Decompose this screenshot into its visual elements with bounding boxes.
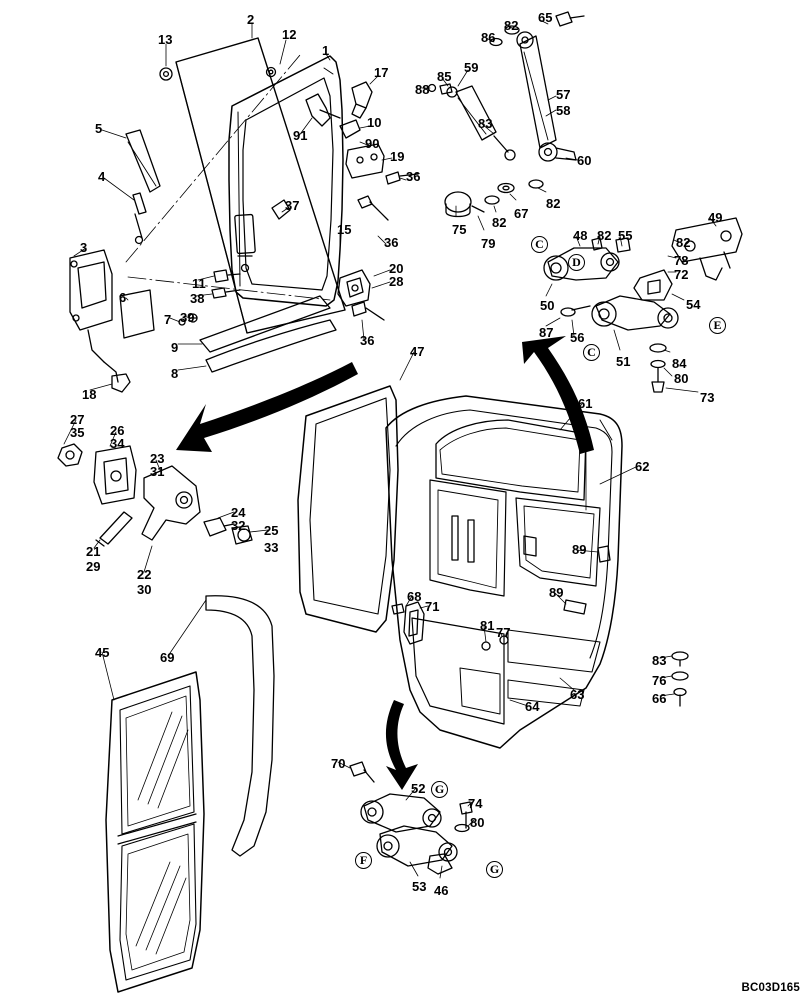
circle-reference-label: C [531, 236, 548, 253]
callout-number: 35 [70, 425, 85, 440]
door-frame [229, 56, 343, 306]
callout-number: 26 [110, 423, 125, 438]
callout-number: 79 [481, 236, 496, 251]
callout-number: 69 [160, 650, 175, 665]
callout-number: 68 [407, 589, 422, 604]
callout-number: 4 [98, 169, 106, 184]
control-box-3 [70, 250, 118, 382]
bolt-81 [482, 642, 490, 650]
callout-number: 32 [231, 518, 246, 533]
callout-number: 56 [570, 330, 585, 345]
callout-number: 89 [549, 585, 564, 600]
hinge-arm-upper [544, 238, 630, 280]
callout-number: 86 [481, 30, 496, 45]
callout-number: 87 [539, 325, 554, 340]
callout-number: 71 [425, 599, 440, 614]
lower-hinge-assembly [361, 794, 472, 874]
callout-number: 30 [137, 582, 152, 597]
callout-number: 12 [282, 27, 297, 42]
bolt-66 [674, 689, 686, 707]
callout-number: 80 [470, 815, 485, 830]
callout-number: 11 [192, 276, 206, 291]
knob-75 [445, 192, 484, 217]
hinge-20 [338, 270, 370, 306]
callout-number: 49 [708, 210, 723, 225]
callout-number: 89 [572, 542, 587, 557]
callout-number: 22 [137, 567, 152, 582]
callout-number: 67 [514, 206, 529, 221]
callout-number: 66 [652, 691, 667, 706]
callout-number: 58 [556, 103, 571, 118]
washer-76 [672, 672, 688, 680]
callout-number: 59 [464, 60, 479, 75]
strut-5 [126, 130, 160, 244]
callout-number: 33 [264, 540, 279, 555]
seal-69 [206, 596, 274, 856]
callout-number: 57 [556, 87, 571, 102]
callout-number: 27 [70, 412, 85, 427]
washer-82-right [529, 180, 543, 188]
callout-number: 21 [86, 544, 101, 559]
bolt-65 [556, 12, 584, 26]
callout-number: 72 [674, 267, 689, 282]
frame-fitting-91 [306, 94, 340, 126]
callout-number: 2 [247, 12, 255, 27]
callout-number: 24 [231, 505, 246, 520]
part-code-label: BC03D165 [741, 982, 800, 994]
circle-reference-label: G [431, 781, 448, 798]
door-assembly-47 [298, 386, 398, 632]
callout-number: 76 [652, 673, 667, 688]
callout-number: 10 [367, 115, 382, 130]
callout-number: 15 [337, 222, 352, 237]
callout-number: 9 [171, 340, 179, 355]
circle-reference-label: E [709, 317, 726, 334]
callout-number: 19 [390, 149, 405, 164]
callout-number: 47 [410, 344, 425, 359]
handle-68 [404, 602, 424, 644]
circle-reference-label: D [568, 254, 585, 271]
callout-number: 46 [434, 883, 449, 898]
callout-number: 82 [504, 18, 519, 33]
callout-number: 88 [415, 82, 430, 97]
callout-number: 73 [700, 390, 715, 405]
bolt-83-right [672, 652, 688, 666]
callout-number: 53 [412, 879, 427, 894]
callout-number: 83 [478, 116, 493, 131]
callout-number: 74 [468, 796, 483, 811]
door-45 [106, 672, 204, 992]
bracket-54 [634, 270, 672, 300]
callout-number: 34 [110, 436, 125, 451]
callout-number: 48 [573, 228, 588, 243]
callout-number: 82 [676, 235, 691, 250]
callout-number: 17 [374, 65, 389, 80]
callout-number: 62 [635, 459, 650, 474]
fastener-89-b [564, 600, 586, 614]
bolt-36-mid [358, 196, 388, 220]
callout-number: 84 [672, 356, 687, 371]
circle-reference-label: F [355, 852, 372, 869]
callout-number: 18 [82, 387, 97, 402]
callout-number: 7 [164, 312, 172, 327]
nut-27 [58, 444, 82, 466]
callout-number: 8 [171, 366, 179, 381]
callout-number: 28 [389, 274, 404, 289]
callout-number: 50 [540, 298, 555, 313]
callout-number: 91 [293, 128, 308, 143]
callout-number: 90 [365, 136, 380, 151]
callout-number: 20 [389, 261, 404, 276]
callout-number: 36 [384, 235, 399, 250]
clip-18 [112, 374, 130, 392]
callout-number: 60 [577, 153, 592, 168]
callout-number: 51 [616, 354, 631, 369]
callout-number: 83 [652, 653, 667, 668]
callout-number: 39 [180, 310, 195, 325]
callout-number: 5 [95, 121, 103, 136]
callout-number: 23 [150, 451, 165, 466]
callout-number: 37 [285, 198, 300, 213]
callout-number: 61 [578, 396, 593, 411]
bracket-17 [352, 82, 372, 118]
callout-number: 1 [322, 43, 330, 58]
callout-number: 63 [570, 687, 585, 702]
callout-number: 82 [597, 228, 612, 243]
washer-82-mid [485, 196, 499, 204]
callout-number: 85 [437, 69, 452, 84]
callout-number: 81 [480, 618, 495, 633]
callout-number: 82 [492, 215, 507, 230]
callout-number: 70 [331, 756, 346, 771]
callout-number: 36 [360, 333, 375, 348]
callout-number: 36 [406, 169, 421, 184]
callout-number: 3 [80, 240, 88, 255]
callout-number: 65 [538, 10, 553, 25]
callout-number: 78 [674, 253, 689, 268]
callout-number: 52 [411, 781, 426, 796]
circle-reference-label: C [583, 344, 600, 361]
bolt-36-lower [352, 302, 384, 320]
assembly-arrow-down [386, 700, 418, 790]
callout-number: 29 [86, 559, 101, 574]
latch-plate-26 [94, 446, 136, 504]
callout-number: 75 [452, 222, 467, 237]
circle-reference-label: G [486, 861, 503, 878]
callout-number: 25 [264, 523, 279, 538]
callout-number: 77 [496, 625, 511, 640]
callout-number: 82 [546, 196, 561, 211]
callout-number: 31 [150, 464, 165, 479]
hinge-arm-lower [561, 296, 678, 330]
callout-number: 64 [525, 699, 540, 714]
bolt-70 [350, 762, 374, 782]
callout-number: 80 [674, 371, 689, 386]
pin-11 [214, 270, 240, 282]
rod-21 [96, 512, 132, 546]
callout-number: 54 [686, 297, 701, 312]
gas-strut-59 [429, 84, 516, 160]
bolt-24 [204, 518, 234, 536]
callout-number: 6 [119, 290, 127, 305]
callout-number: 45 [95, 645, 110, 660]
callout-number: 38 [190, 291, 205, 306]
callout-number: 55 [618, 228, 633, 243]
washer-67 [498, 184, 514, 193]
callout-number: 13 [158, 32, 173, 47]
